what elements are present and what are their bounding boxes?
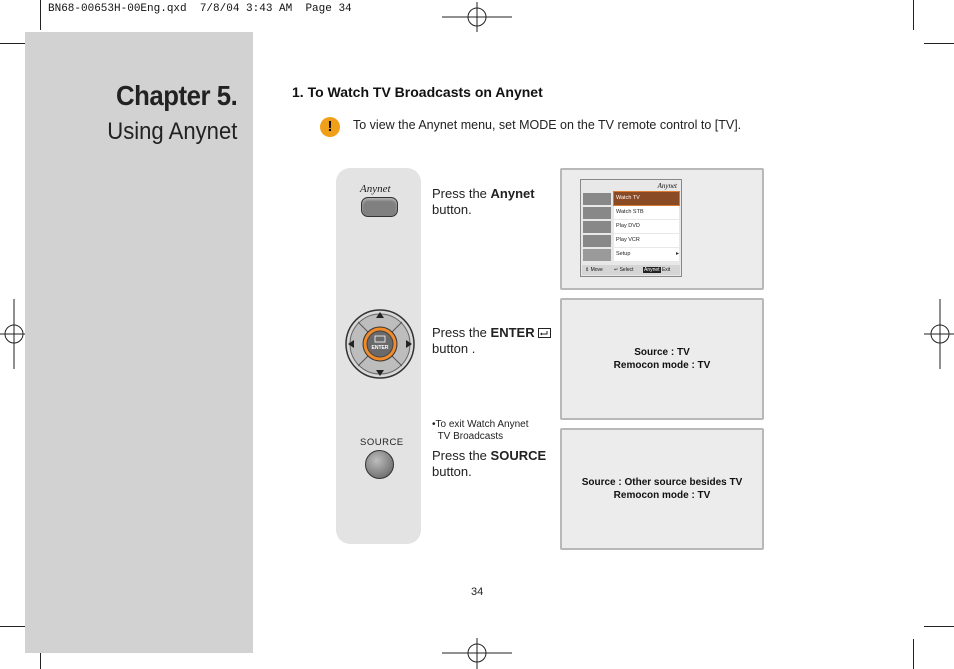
dvd-icon (583, 221, 611, 233)
anynet-remote-button[interactable] (361, 197, 398, 217)
tv-icon (583, 193, 611, 205)
registration-mark-right (924, 299, 954, 369)
note-text: To view the Anynet menu, set MODE on the TV remote control to [TV]. (353, 118, 742, 132)
gear-icon (583, 249, 611, 261)
osd-item-play-vcr[interactable]: Play VCR (582, 234, 680, 248)
chapter-title: Using Anynet (107, 118, 238, 145)
exit-note: •To exit Watch Anynet TV Broadcasts (432, 419, 529, 442)
source-label: SOURCE (360, 437, 404, 448)
vcr-icon (583, 235, 611, 247)
osd-item-watch-tv[interactable]: Watch TV (582, 192, 680, 206)
source-remote-button[interactable] (365, 450, 394, 479)
osd-anynet-logo: Anynet (657, 182, 677, 190)
osd-item-watch-stb[interactable]: Watch STB (582, 206, 680, 220)
anynet-osd-menu (580, 179, 682, 277)
osd-footer: ⇕ Move ↵ Select Anynet Exit (582, 265, 680, 275)
enter-label: ENTER (371, 345, 389, 351)
screen-3 (560, 428, 764, 550)
step-2-instruction: Press the ENTER button . (432, 325, 551, 357)
screen-3-source: Source : Other source besides TV (581, 477, 743, 488)
screen-2-source: Source : TV (634, 347, 690, 358)
stb-icon (583, 207, 611, 219)
step-3-instruction: Press the SOURCE button. (432, 448, 547, 479)
step-1-instruction: Press the Anynet button. (432, 186, 535, 217)
osd-item-play-dvd[interactable]: Play DVD (582, 220, 680, 234)
anynet-logo: Anynet (360, 183, 391, 195)
screen-2-remocon: Remocon mode : TV (613, 360, 711, 371)
chapter-band (25, 32, 253, 653)
dpad-icon[interactable] (344, 308, 416, 380)
osd-item-setup[interactable]: Setup ▸ (582, 248, 680, 262)
warning-icon: ! (320, 117, 340, 137)
enter-icon (538, 328, 551, 338)
registration-mark-bottom (442, 638, 512, 669)
chevron-right-icon: ▸ (675, 251, 679, 257)
screen-3-remocon: Remocon mode : TV (613, 490, 711, 501)
print-header: BN68-00653H-00Eng.qxd 7/8/04 3:43 AM Page 34 (48, 3, 352, 15)
page-number: 34 (471, 586, 484, 598)
chapter-number: Chapter 5. (115, 80, 238, 111)
section-title: 1. To Watch TV Broadcasts on Anynet (292, 84, 543, 100)
registration-mark-top (442, 2, 512, 32)
screen-2 (560, 298, 764, 420)
